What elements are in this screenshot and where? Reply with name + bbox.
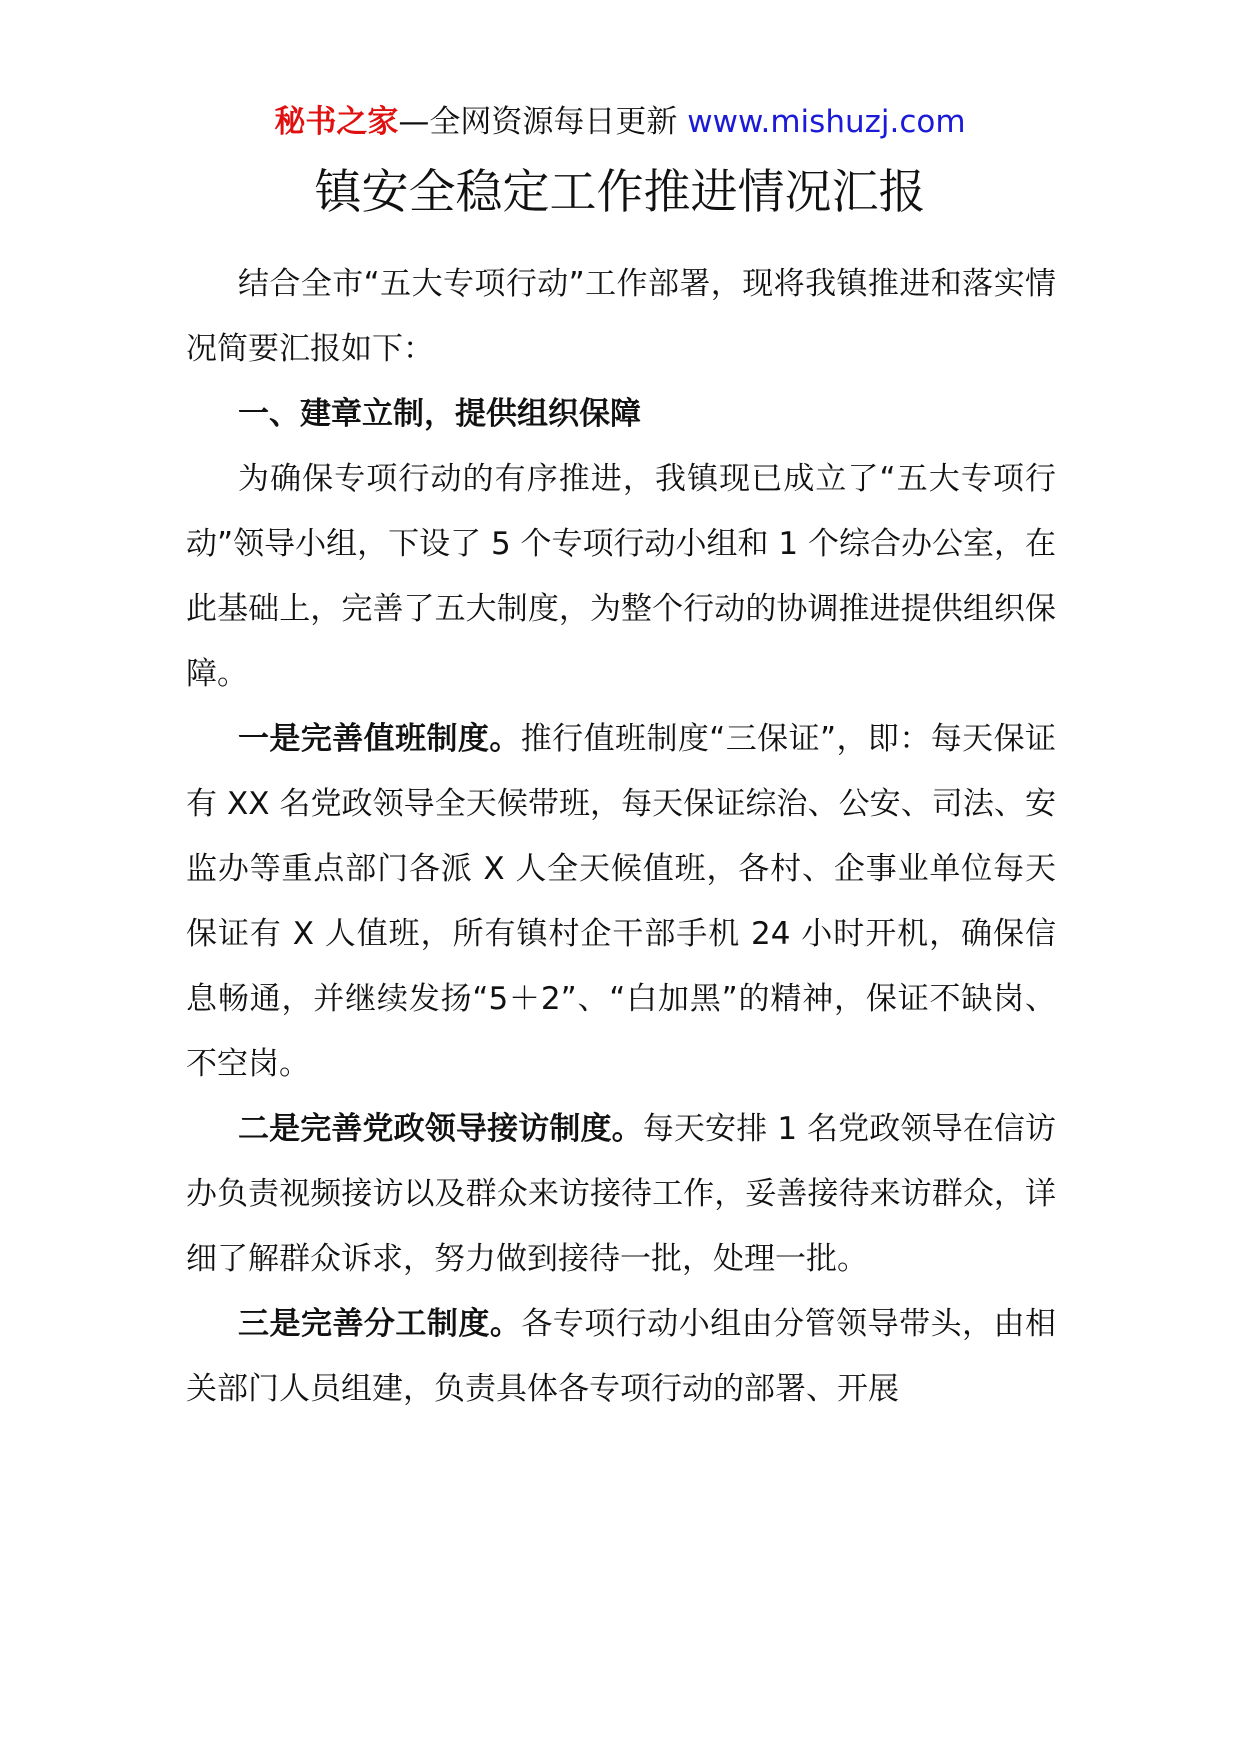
reception-system-text: 每天安排 1 名党政领导在信访办负责视频接访以及群众来访接待工作，妥善接待来访群众，详细了解群众诉求，努力做到接待一批，处理一批。 [186,1111,1056,1277]
reception-system-lead: 二是完善党政领导接访制度。 [238,1111,643,1147]
site-url-link[interactable]: www.mishuzj.com [687,104,966,140]
header-slogan: —全网资源每日更新 [398,104,678,140]
brand-name: 秘书之家 [274,104,399,140]
division-system-paragraph [186,1292,1056,1422]
duty-system-lead: 一是完善值班制度。 [238,721,521,757]
section-paragraph: 为确保专项行动的有序推进，我镇现已成立了“五大专项行动”领导小组，下设了 5 个专项行动小组和 1 个综合办公室，在此基础上，完善了五大制度，为整个行动的协调推进提供组织保障。 [186,461,1056,692]
document-body [186,252,1056,1422]
duty-system-text: 推行值班制度“三保证”，即：每天保证有 XX 名党政领导全天候带班，每天保证综治、公安、司法、安监办等重点部门各派 X 人全天候值班，各村、企事业单位每天保证有 X 人值班，所有镇村企干部手机 24 小时开机，确保信息畅通，并继续发扬“5＋2”、“白加黑”的精神，保证不缺岗、不空岗。 [186,721,1056,1082]
document-title: 镇安全稳定工作推进情况汇报 [314,165,926,220]
division-system-lead: 三是完善分工制度。 [238,1306,522,1342]
site-header [0,100,1240,144]
duty-system-paragraph [186,707,1056,1097]
section-heading: 一、建章立制，提供组织保障 [238,396,641,432]
reception-system-paragraph [186,1097,1056,1292]
intro-paragraph: 结合全市“五大专项行动”工作部署，现将我镇推进和落实情况简要汇报如下： [186,266,1056,367]
division-system-text: 各专项行动小组由分管领导带头，由相关部门人员组建，负责具体各专项行动的部署、开展 [186,1306,1057,1407]
